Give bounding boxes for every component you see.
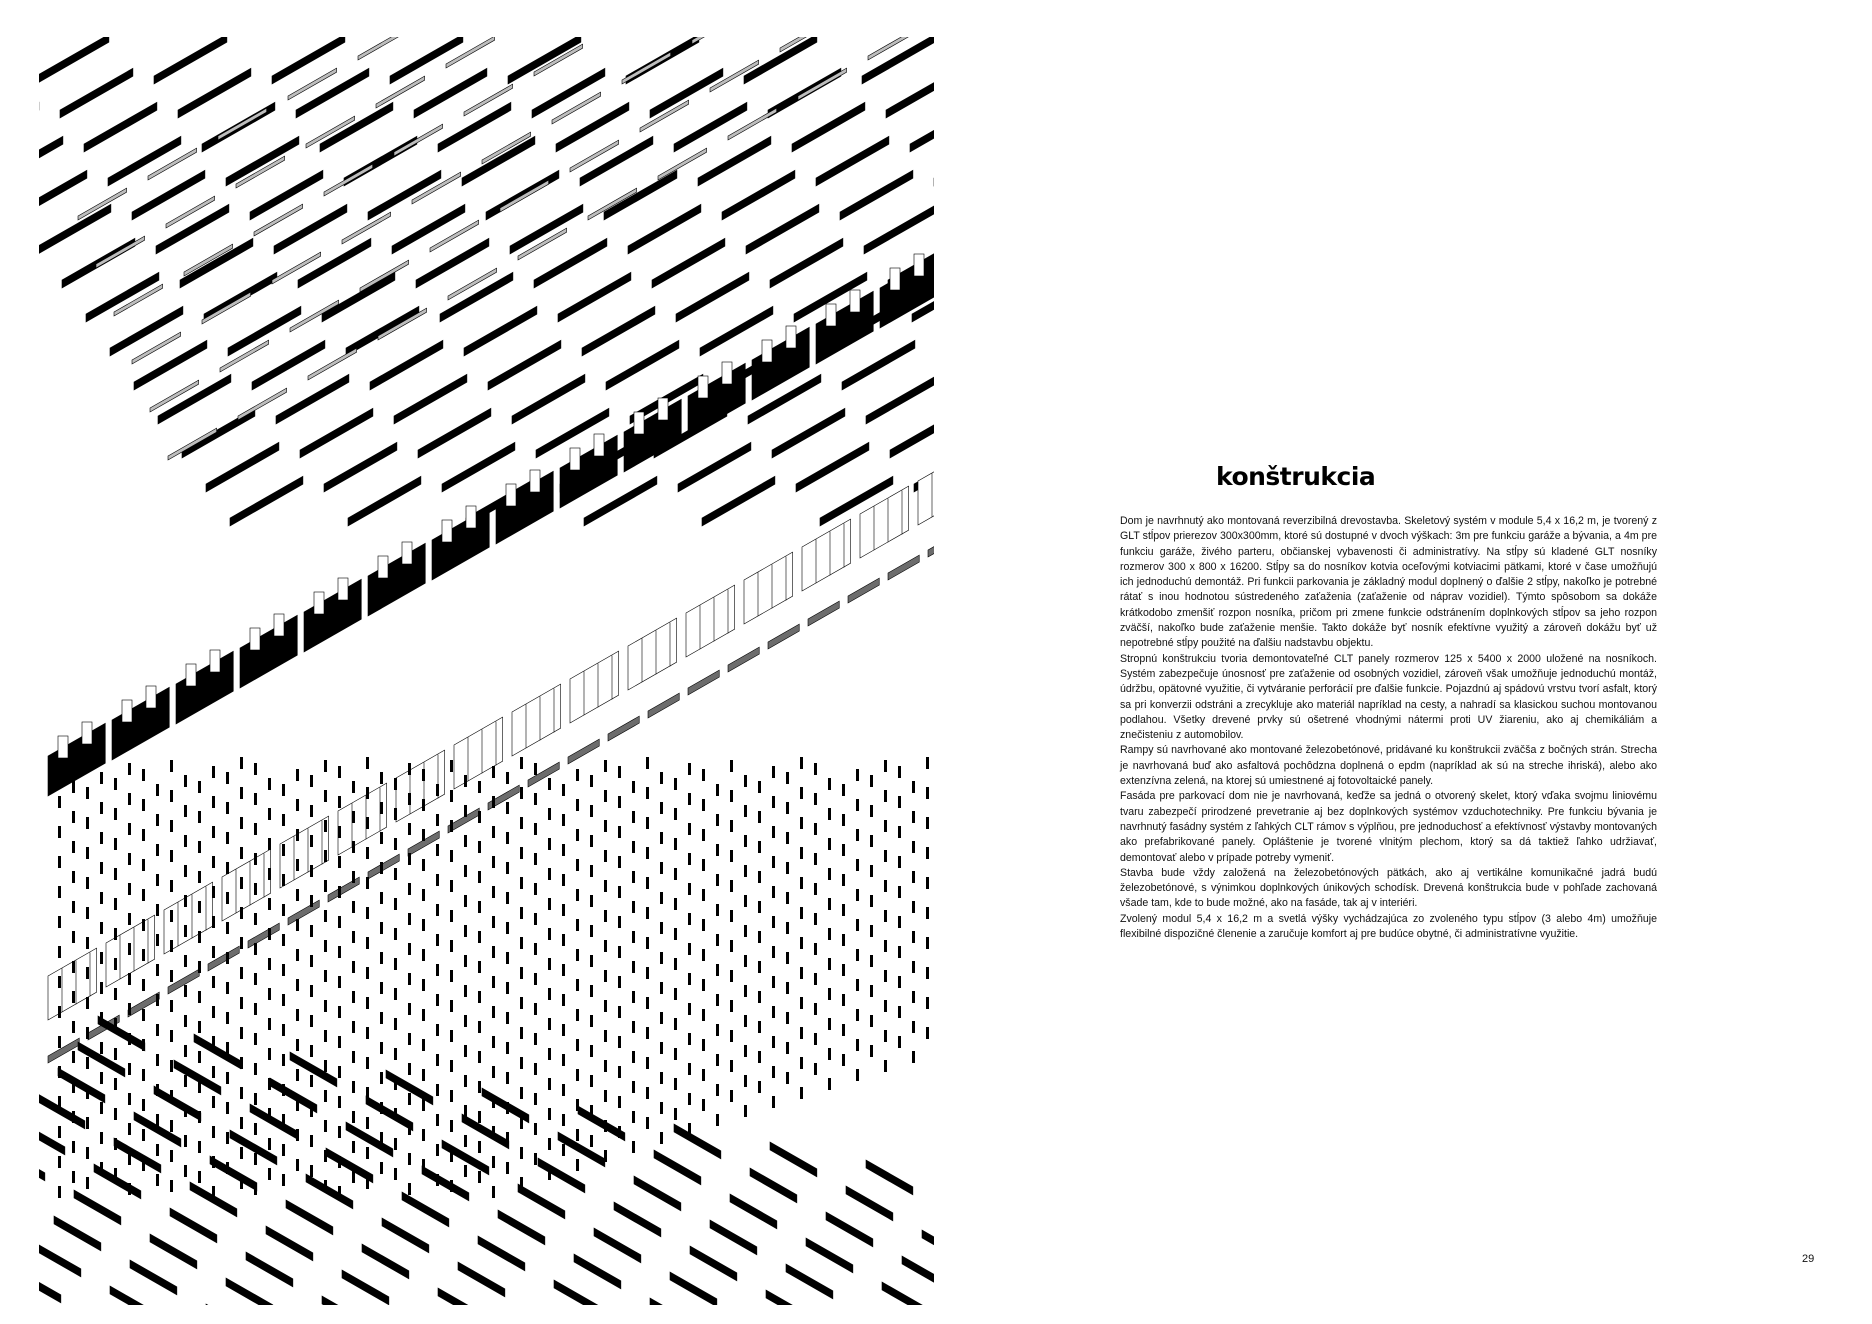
structure-illustration — [38, 36, 935, 1306]
paragraph: Dom je navrhnutý ako montovaná reverzibilná drevostavba. Skeletový systém v module 5,4 x 16,2 m, je tvorený z GLT stĺpov prierezov 300x300mm, ktoré sú dostupné v dvoch výškach: 3m pre funkciu garáže a bývania, a 4m pre funkciu garáže, živého parteru, občianskej vybavenosti či administratívy. Na stĺpy sú kladené GLT nosníky rozmerov 300 x 800 x 16200. Stĺpy sa do nosníkov kotvia oceľovými kotviacimi pätkami, ktoré v čase umožňujú ich jednoduchú demontáž. Pri funkcii parkovania je základný modul doplnený o ďalšie 2 stĺpy, nakoľko je potrebné rátať s inou hodnotou sústredeného zaťaženia (zaťaženie od náprav vozidiel). Týmto spôsobom sa dokáže krátkodobo zmenšiť rozpon nosníka, pričom pri zmene funkcie odstránením doplnkových stĺpov sa jeho rozpon zväčší, nakoľko bude zaťaženie menšie. Takto dokáže byť nosník efektívne využitý a zároveň dokážu byť už nepotrebné stĺpy použité na ďalšiu nadstavbu objektu. — [1120, 515, 1657, 650]
section-title: konštrukcia — [1216, 462, 1376, 491]
paragraph: Rampy sú navrhované ako montované železobetónové, pridávané ku konštrukcii zväčša z bočných strán. Strecha je navrhovaná buď ako asfaltová pochôdzna doplnená o epdm (napríklad ak sú na streche ihriská), alebo ako extenzívna zelená, na ktorej sú umiestnené aj fotovoltaické panely. — [1120, 744, 1657, 788]
paragraph: Zvolený modul 5,4 x 16,2 m a svetlá výšky vychádzajúca zo zvoleného typu stĺpov (3 alebo 4m) umožňuje flexibilné dispozičné členenie a zaručuje komfort aj pre budúce obytné, či administratívne využitie. — [1120, 912, 1657, 941]
axonometric-structure-drawing — [38, 36, 935, 1306]
paragraph: Stavba bude vždy založená na železobetónových pätkách, ako aj vertikálne komunikačné jadrá budú železobetónové, s výnimkou doplnkových únikových schodísk. Drevená konštrukcia bude v pohľade zachovaná všade tam, kde to bude možné, ako na fasáde, tak aj v interiéri. — [1120, 866, 1657, 910]
page-number: 29 — [1802, 1253, 1815, 1265]
paragraph: Fasáda pre parkovací dom nie je navrhovaná, keďže sa jedná o otvorený skelet, ktorý vďaka svojmu liniovému tvaru zabezpečí prirodzené prevetranie aj bez doplnkových systémov vzduchotechniky. Pre funkciu bývania je navrhnutý fasádny systém z ľahkých CLT rámov s výplňou, pre jednoduchosť a efektívnosť výstavby montovaných ako prefabrikované panely. Opláštenie je tvorené vlnitým plechom, ktorý sa dá taktiež ľahko udržiavať, demontovať alebo v prípade potreby vymeniť. — [1120, 790, 1657, 864]
paragraph: Stropnú konštrukciu tvoria demontovateľné CLT panely rozmerov 125 x 5400 x 2000 uložené na nosníkoch. Systém zabezpečuje únosnosť pre zaťaženie od osobných vozidiel, zároveň však umožňuje jednoduchú montáž, údržbu, opätovné využitie, či vytváranie perforácií pre ďalšie funkcie. Pojazdnú aj spádovú vrstvu tvorí asfalt, ktorý sa pri konverzii odstráni a zrecykluje ako materiál napríklad na cesty, a nahradí sa klasickou suchou montovanou podlahou. Všetky drevené prvky sú ošetrené vhodnými nátermi proti UV žiareniu, ako aj chemikáliám a znečisteniu z automobilov. — [1120, 652, 1657, 742]
body-text — [1120, 514, 1657, 942]
